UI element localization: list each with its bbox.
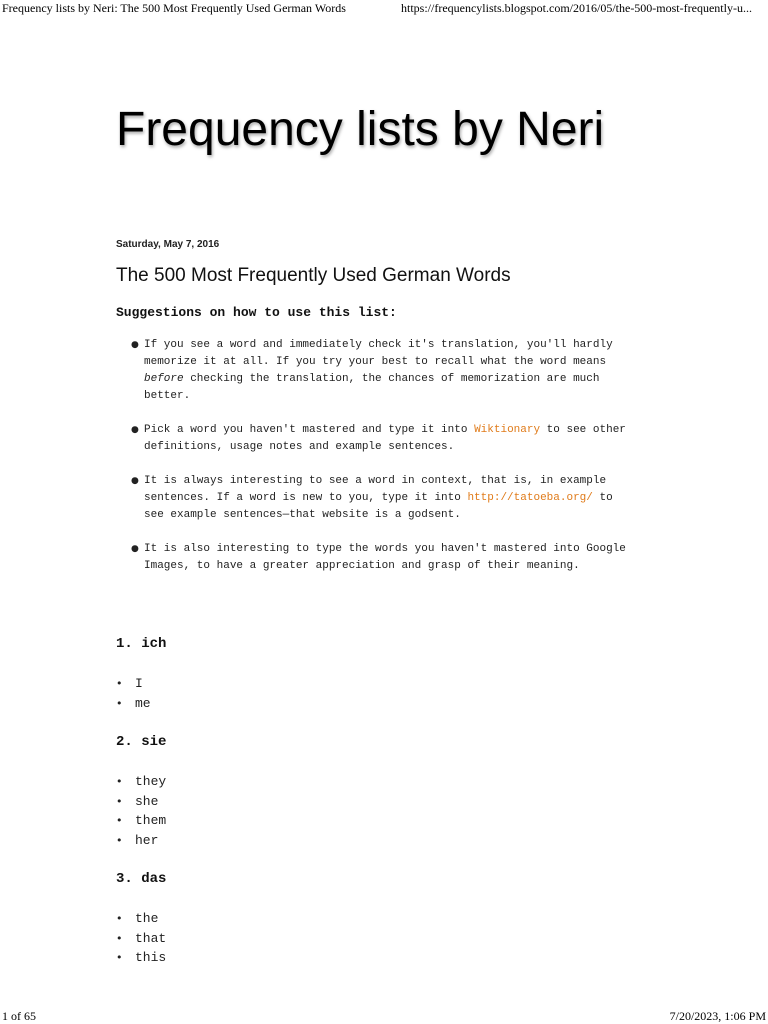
tip-text: Pick a word you haven't mastered and type it into — [144, 424, 475, 436]
bullet-icon: • — [116, 833, 123, 847]
meaning-text: they — [135, 774, 167, 789]
tip-item — [116, 337, 636, 405]
meaning-item — [116, 674, 166, 694]
meaning-text: her — [135, 832, 159, 848]
tip-item — [116, 473, 636, 524]
tatoeba-link[interactable]: http://tatoeba.org/ — [467, 492, 593, 504]
bullet-icon: • — [116, 814, 123, 828]
meaning-item — [116, 772, 166, 792]
print-url: https://frequencylists.blogspot.com/2016/05/the-500-most-frequently-u... — [401, 1, 752, 15]
meaning-item — [116, 831, 166, 851]
tip-text: If you see a word and immediately check it's translation, you'll hardly memorize it at all. If you try your best to recall what the word means — [144, 339, 613, 368]
meaning-item — [116, 948, 166, 968]
bullet-icon: • — [116, 912, 123, 925]
tip-text: to see example sentences—that website is a godsent. — [144, 492, 613, 521]
printed-timestamp: 7/20/2023, 1:06 PM — [669, 1009, 766, 1023]
print-header — [0, 0, 768, 18]
suggestions-heading: Suggestions on how to use this list: — [116, 305, 397, 320]
meaning-text: she — [135, 793, 159, 809]
word-entry — [116, 635, 166, 713]
wiktionary-link[interactable]: Wiktionary — [474, 424, 541, 436]
tip-item — [116, 541, 636, 575]
word-entry — [116, 733, 166, 850]
bullet-icon: ● — [131, 476, 139, 486]
meanings-list — [116, 674, 166, 713]
bullet-icon: • — [116, 696, 123, 710]
meanings-list — [116, 772, 166, 850]
word-heading: 3. das — [116, 871, 167, 887]
word-entry — [116, 870, 166, 968]
bullet-icon: ● — [131, 340, 139, 350]
bullet-icon: • — [116, 951, 123, 965]
meaning-text: that — [135, 930, 167, 946]
meaning-text: them — [135, 813, 167, 829]
tip-emphasis: before — [144, 373, 184, 385]
word-heading: 2. sie — [116, 734, 167, 750]
print-footer — [0, 1008, 768, 1024]
print-page-title: Frequency lists by Neri: The 500 Most Frequently Used German Words — [2, 1, 346, 15]
bullet-icon: • — [116, 775, 123, 788]
bullet-icon: • — [116, 677, 123, 690]
blog-title[interactable]: Frequency lists by Neri — [116, 103, 605, 156]
tip-text: It is always interesting to see a word in context, that is, in example sentences. If a word is new to you, type it into — [144, 475, 607, 504]
bullet-icon: • — [116, 794, 123, 808]
bullet-icon: • — [116, 931, 123, 945]
meaning-text: I — [135, 676, 143, 691]
tip-text: It is also interesting to type the words you haven't mastered into Google Images, to have a greater appreciation and grasp of their meaning. — [144, 543, 626, 572]
tip-text: checking the translation, the chances of memorization are much better. — [144, 373, 600, 402]
meaning-item — [116, 792, 166, 812]
meaning-text: this — [135, 950, 167, 966]
post-date: Saturday, May 7, 2016 — [116, 239, 220, 250]
meaning-item — [116, 909, 166, 929]
meaning-item — [116, 929, 166, 949]
tip-text: to see other definitions, usage notes and example sentences. — [144, 424, 626, 453]
meaning-text: me — [135, 695, 151, 711]
word-heading: 1. ich — [116, 636, 167, 652]
meanings-list — [116, 909, 166, 968]
bullet-icon: ● — [131, 544, 139, 554]
meaning-item — [116, 694, 166, 714]
meaning-item — [116, 811, 166, 831]
post-title[interactable]: The 500 Most Frequently Used German Words — [116, 265, 511, 286]
tip-item — [116, 422, 636, 456]
meaning-text: the — [135, 911, 159, 926]
bullet-icon: ● — [131, 425, 139, 435]
tips-list — [116, 337, 636, 592]
page-count: 1 of 65 — [2, 1009, 36, 1023]
